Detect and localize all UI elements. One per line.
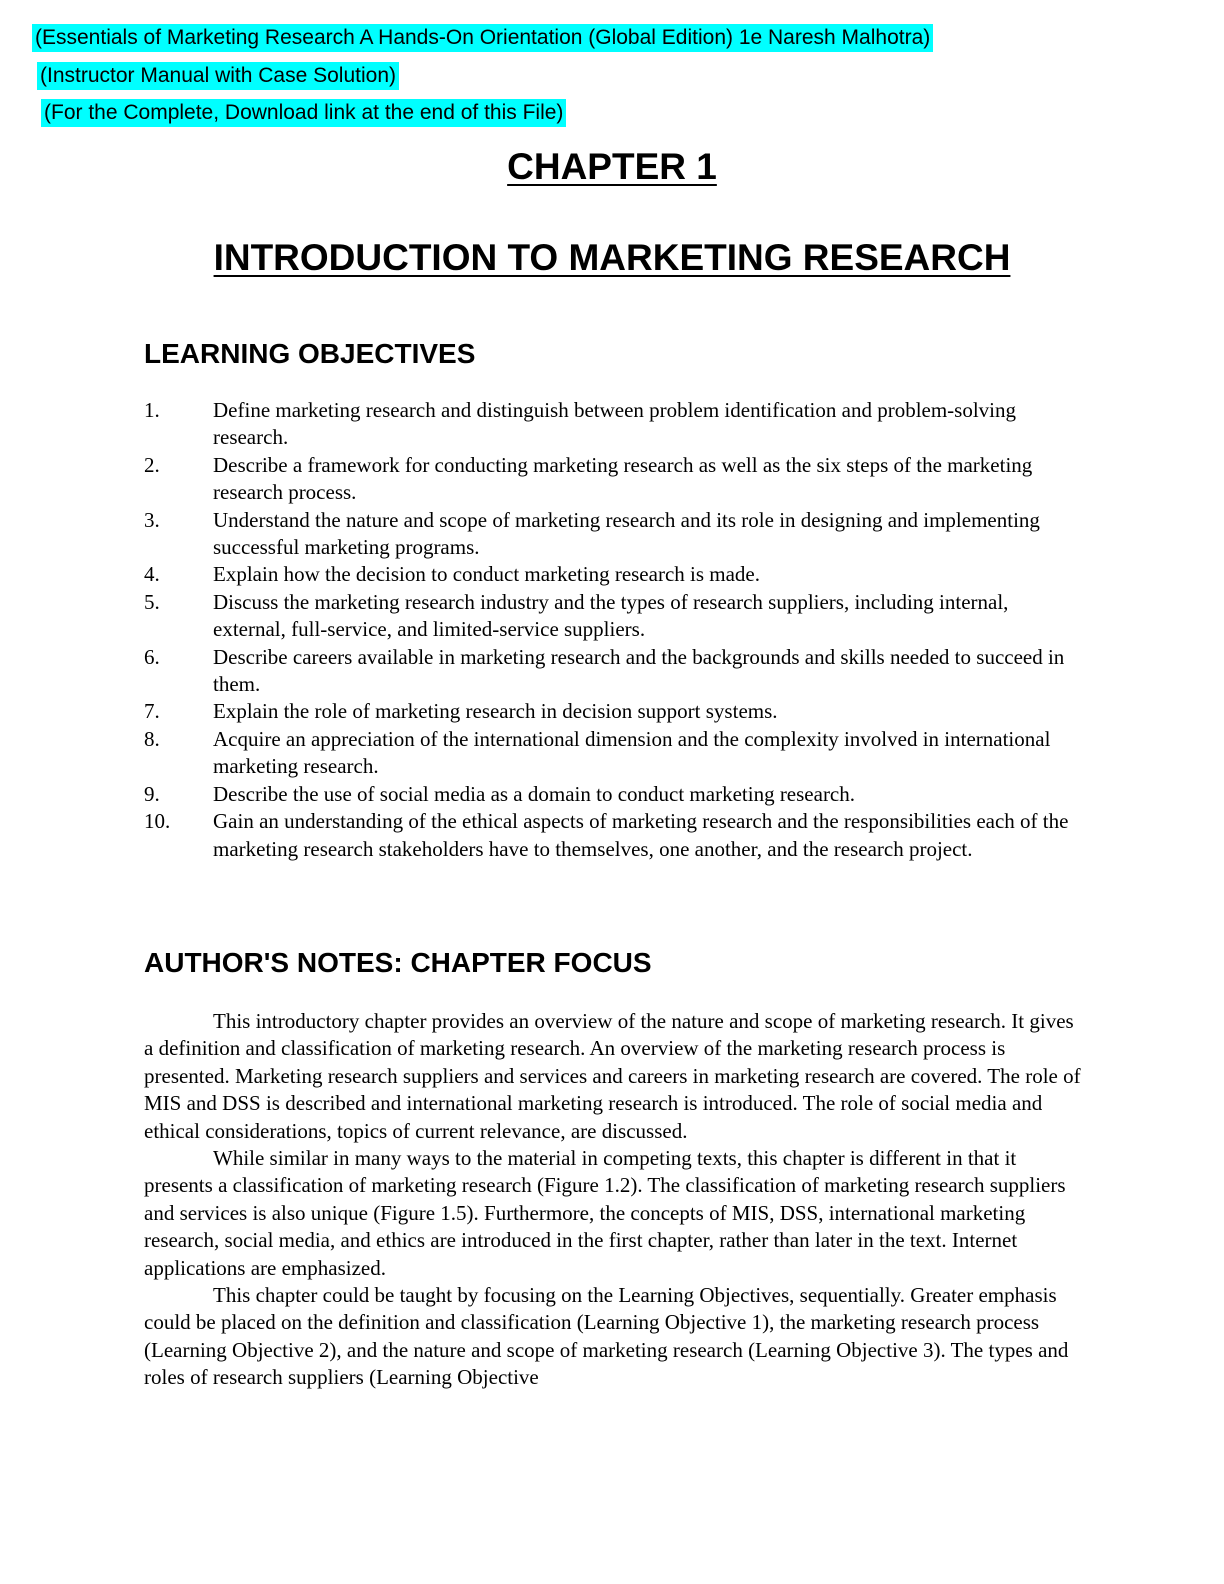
item-number: 9.: [144, 781, 160, 806]
authors-notes-body: [144, 1008, 1084, 1392]
item-text: Describe a framework for conducting marketing research as well as the six steps of the marketing research process.: [213, 452, 1033, 505]
item-number: 8.: [144, 726, 160, 751]
list-item: [144, 781, 1084, 808]
header-highlight-line-2: (Instructor Manual with Case Solution): [37, 62, 399, 90]
item-number: 10.: [144, 809, 171, 834]
paragraph: This introductory chapter provides an overview of the nature and scope of marketing research. It gives a definition and classification of marketing research. An overview of the marketing research process is presented. Marketing research suppliers and services and careers in marketing research are covered. The role of MIS and DSS is described and international marketing research is introduced. The role of social media and ethical considerations, topics of current relevance, are discussed.: [144, 1009, 1081, 1143]
header-highlight-line-1: (Essentials of Marketing Research A Hands-On Orientation (Global Edition) 1e Naresh Malhotra): [32, 24, 933, 52]
item-text: Discuss the marketing research industry and the types of research suppliers, including internal, external, full-service, and limited-service suppliers.: [213, 589, 1009, 642]
item-number: 6.: [144, 644, 160, 669]
list-item: [144, 452, 1084, 507]
list-item: [144, 698, 1084, 725]
item-number: 3.: [144, 507, 160, 532]
list-item: [144, 397, 1084, 452]
learning-objectives-list: [144, 397, 1084, 863]
item-number: 7.: [144, 699, 160, 724]
list-item: [144, 644, 1084, 699]
item-number: 1.: [144, 398, 160, 422]
learning-objectives-heading: LEARNING OBJECTIVES: [144, 338, 476, 369]
item-text: Acquire an appreciation of the international dimension and the complexity involved in international marketing research.: [213, 726, 1051, 779]
chapter-number: CHAPTER 1: [507, 146, 717, 187]
list-item: [144, 589, 1084, 644]
paragraph: This chapter could be taught by focusing on the Learning Objectives, sequentially. Greater emphasis could be placed on the definition and classification (Learning Objective 1), the marketing research process (Learning Objective 2), and the nature and scope of marketing research (Learning Objective 3). The types and roles of research suppliers (Learning Objective: [144, 1283, 1069, 1390]
authors-notes-heading: AUTHOR'S NOTES: CHAPTER FOCUS: [144, 947, 652, 978]
item-text: Gain an understanding of the ethical aspects of marketing research and the responsibilities each of the marketing research stakeholders have to themselves, one another, and the research project.: [213, 809, 1069, 861]
item-text: Describe the use of social media as a domain to conduct marketing research.: [213, 781, 856, 806]
item-text: Describe careers available in marketing research and the backgrounds and skills needed to succeed in them.: [213, 644, 1065, 697]
item-number: 4.: [144, 562, 160, 587]
item-text: Explain the role of marketing research in decision support systems.: [213, 699, 778, 724]
chapter-title: INTRODUCTION TO MARKETING RESEARCH: [213, 237, 1011, 278]
item-number: 2.: [144, 452, 160, 477]
list-item: [144, 808, 1084, 863]
paragraph: While similar in many ways to the material in competing texts, this chapter is different in that it presents a classification of marketing research (Figure 1.2). The classification of marketing research suppliers and services is also unique (Figure 1.5). Furthermore, the concepts of MIS, DSS, international marketing research, social media, and ethics are introduced in the first chapter, rather than later in the text. Internet applications are emphasized.: [144, 1146, 1066, 1280]
item-text: Define marketing research and distinguish between problem identification and problem-solving research.: [213, 398, 1017, 450]
item-text: Explain how the decision to conduct marketing research is made.: [213, 562, 760, 587]
list-item: [144, 561, 1084, 588]
item-text: Understand the nature and scope of marketing research and its role in designing and implementing successful marketing programs.: [213, 507, 1040, 560]
header-highlight-line-3: (For the Complete, Download link at the end of this File): [41, 99, 566, 127]
list-item: [144, 726, 1084, 781]
item-number: 5.: [144, 589, 160, 614]
list-item: [144, 507, 1084, 562]
